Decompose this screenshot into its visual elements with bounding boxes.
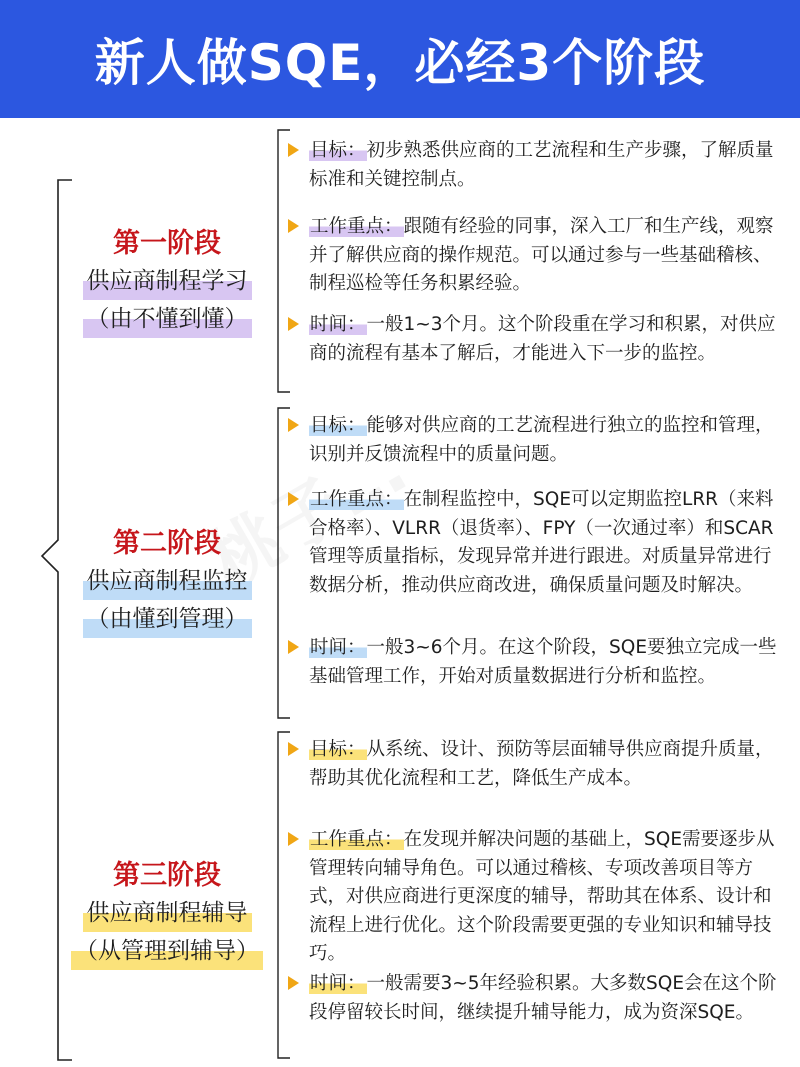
stage-number: 第一阶段	[113, 228, 221, 259]
item-text: 一般3~6个月。在这个阶段，SQE要独立完成一些基础管理工作，开始对质量数据进行分析和监控。	[309, 637, 777, 687]
item-key: 工作重点：	[310, 829, 403, 850]
arrow-icon	[288, 143, 299, 157]
arrow-icon	[288, 492, 299, 506]
item-text: 跟随有经验的同事，深入工厂和生产线，观察并了解供应商的操作规范。可以通过参与一些基础稽核、制程巡检等任务积累经验。	[309, 216, 774, 294]
item-key: 工作重点：	[310, 489, 403, 510]
stage-1-time	[288, 311, 778, 368]
stage-2-focus	[288, 486, 778, 600]
item-text: 能够对供应商的工艺流程进行独立的监控和管理，识别并反馈流程中的质量问题。	[309, 415, 774, 465]
stage-name: 供应商制程辅导	[83, 894, 252, 932]
item-text: 一般需要3~5年经验积累。大多数SQE会在这个阶段停留较长时间，继续提升辅导能力，成为资深SQE。	[309, 973, 777, 1023]
arrow-icon	[288, 640, 299, 654]
item-text: 从系统、设计、预防等层面辅导供应商提升质量，帮助其优化流程和工艺，降低生产成本。	[309, 739, 774, 789]
page-title: 新人做SQE，必经3个阶段	[94, 34, 706, 92]
item-key: 目标：	[310, 140, 366, 161]
stage-number: 第二阶段	[113, 528, 221, 559]
item-text: 一般1~3个月。这个阶段重在学习和积累，对供应商的流程有基本了解后，才能进入下一步的监控。	[309, 314, 776, 364]
stage-1-focus	[288, 213, 778, 299]
arrow-icon	[288, 317, 299, 331]
stage-2-label	[58, 526, 276, 638]
stage-subtitle: （由懂到管理）	[83, 600, 252, 638]
stage-3-focus	[288, 826, 778, 969]
item-key: 时间：	[310, 637, 366, 658]
item-text: 初步熟悉供应商的工艺流程和生产步骤，了解质量标准和关键控制点。	[309, 140, 774, 190]
stage-3-label	[58, 858, 276, 970]
item-key: 工作重点：	[310, 216, 403, 237]
stage-name: 供应商制程学习	[83, 262, 252, 300]
stage-3-time	[288, 970, 778, 1027]
arrow-icon	[288, 219, 299, 233]
stage-name: 供应商制程监控	[83, 562, 252, 600]
stage-subtitle: （从管理到辅导）	[71, 932, 263, 970]
arrow-icon	[288, 742, 299, 756]
stage-subtitle: （由不懂到懂）	[83, 300, 252, 338]
stage-2-goal	[288, 412, 778, 469]
stage-1-goal	[288, 137, 778, 194]
stage-1-label	[58, 226, 276, 338]
item-text: 在发现并解决问题的基础上，SQE需要逐步从管理转向辅导角色。可以通过稽核、专项改善项目等方式，对供应商进行更深度的辅导，帮助其在体系、设计和流程上进行优化。这个阶段需要更强的专业知识和辅导技巧。	[309, 829, 775, 964]
stage-2-time	[288, 634, 778, 691]
item-key: 目标：	[310, 415, 366, 436]
item-key: 时间：	[310, 973, 366, 994]
item-key: 时间：	[310, 314, 366, 335]
arrow-icon	[288, 976, 299, 990]
item-key: 目标：	[310, 739, 366, 760]
arrow-icon	[288, 832, 299, 846]
item-text: 在制程监控中，SQE可以定期监控LRR（来料合格率）、VLRR（退货率）、FPY（一次通过率）和SCAR管理等质量指标，发现异常并进行跟进。对质量异常进行数据分析，推动供应商改进，确保质量问题及时解决。	[309, 489, 774, 596]
stage-3-goal	[288, 736, 778, 793]
stage-number: 第三阶段	[113, 860, 221, 891]
arrow-icon	[288, 418, 299, 432]
